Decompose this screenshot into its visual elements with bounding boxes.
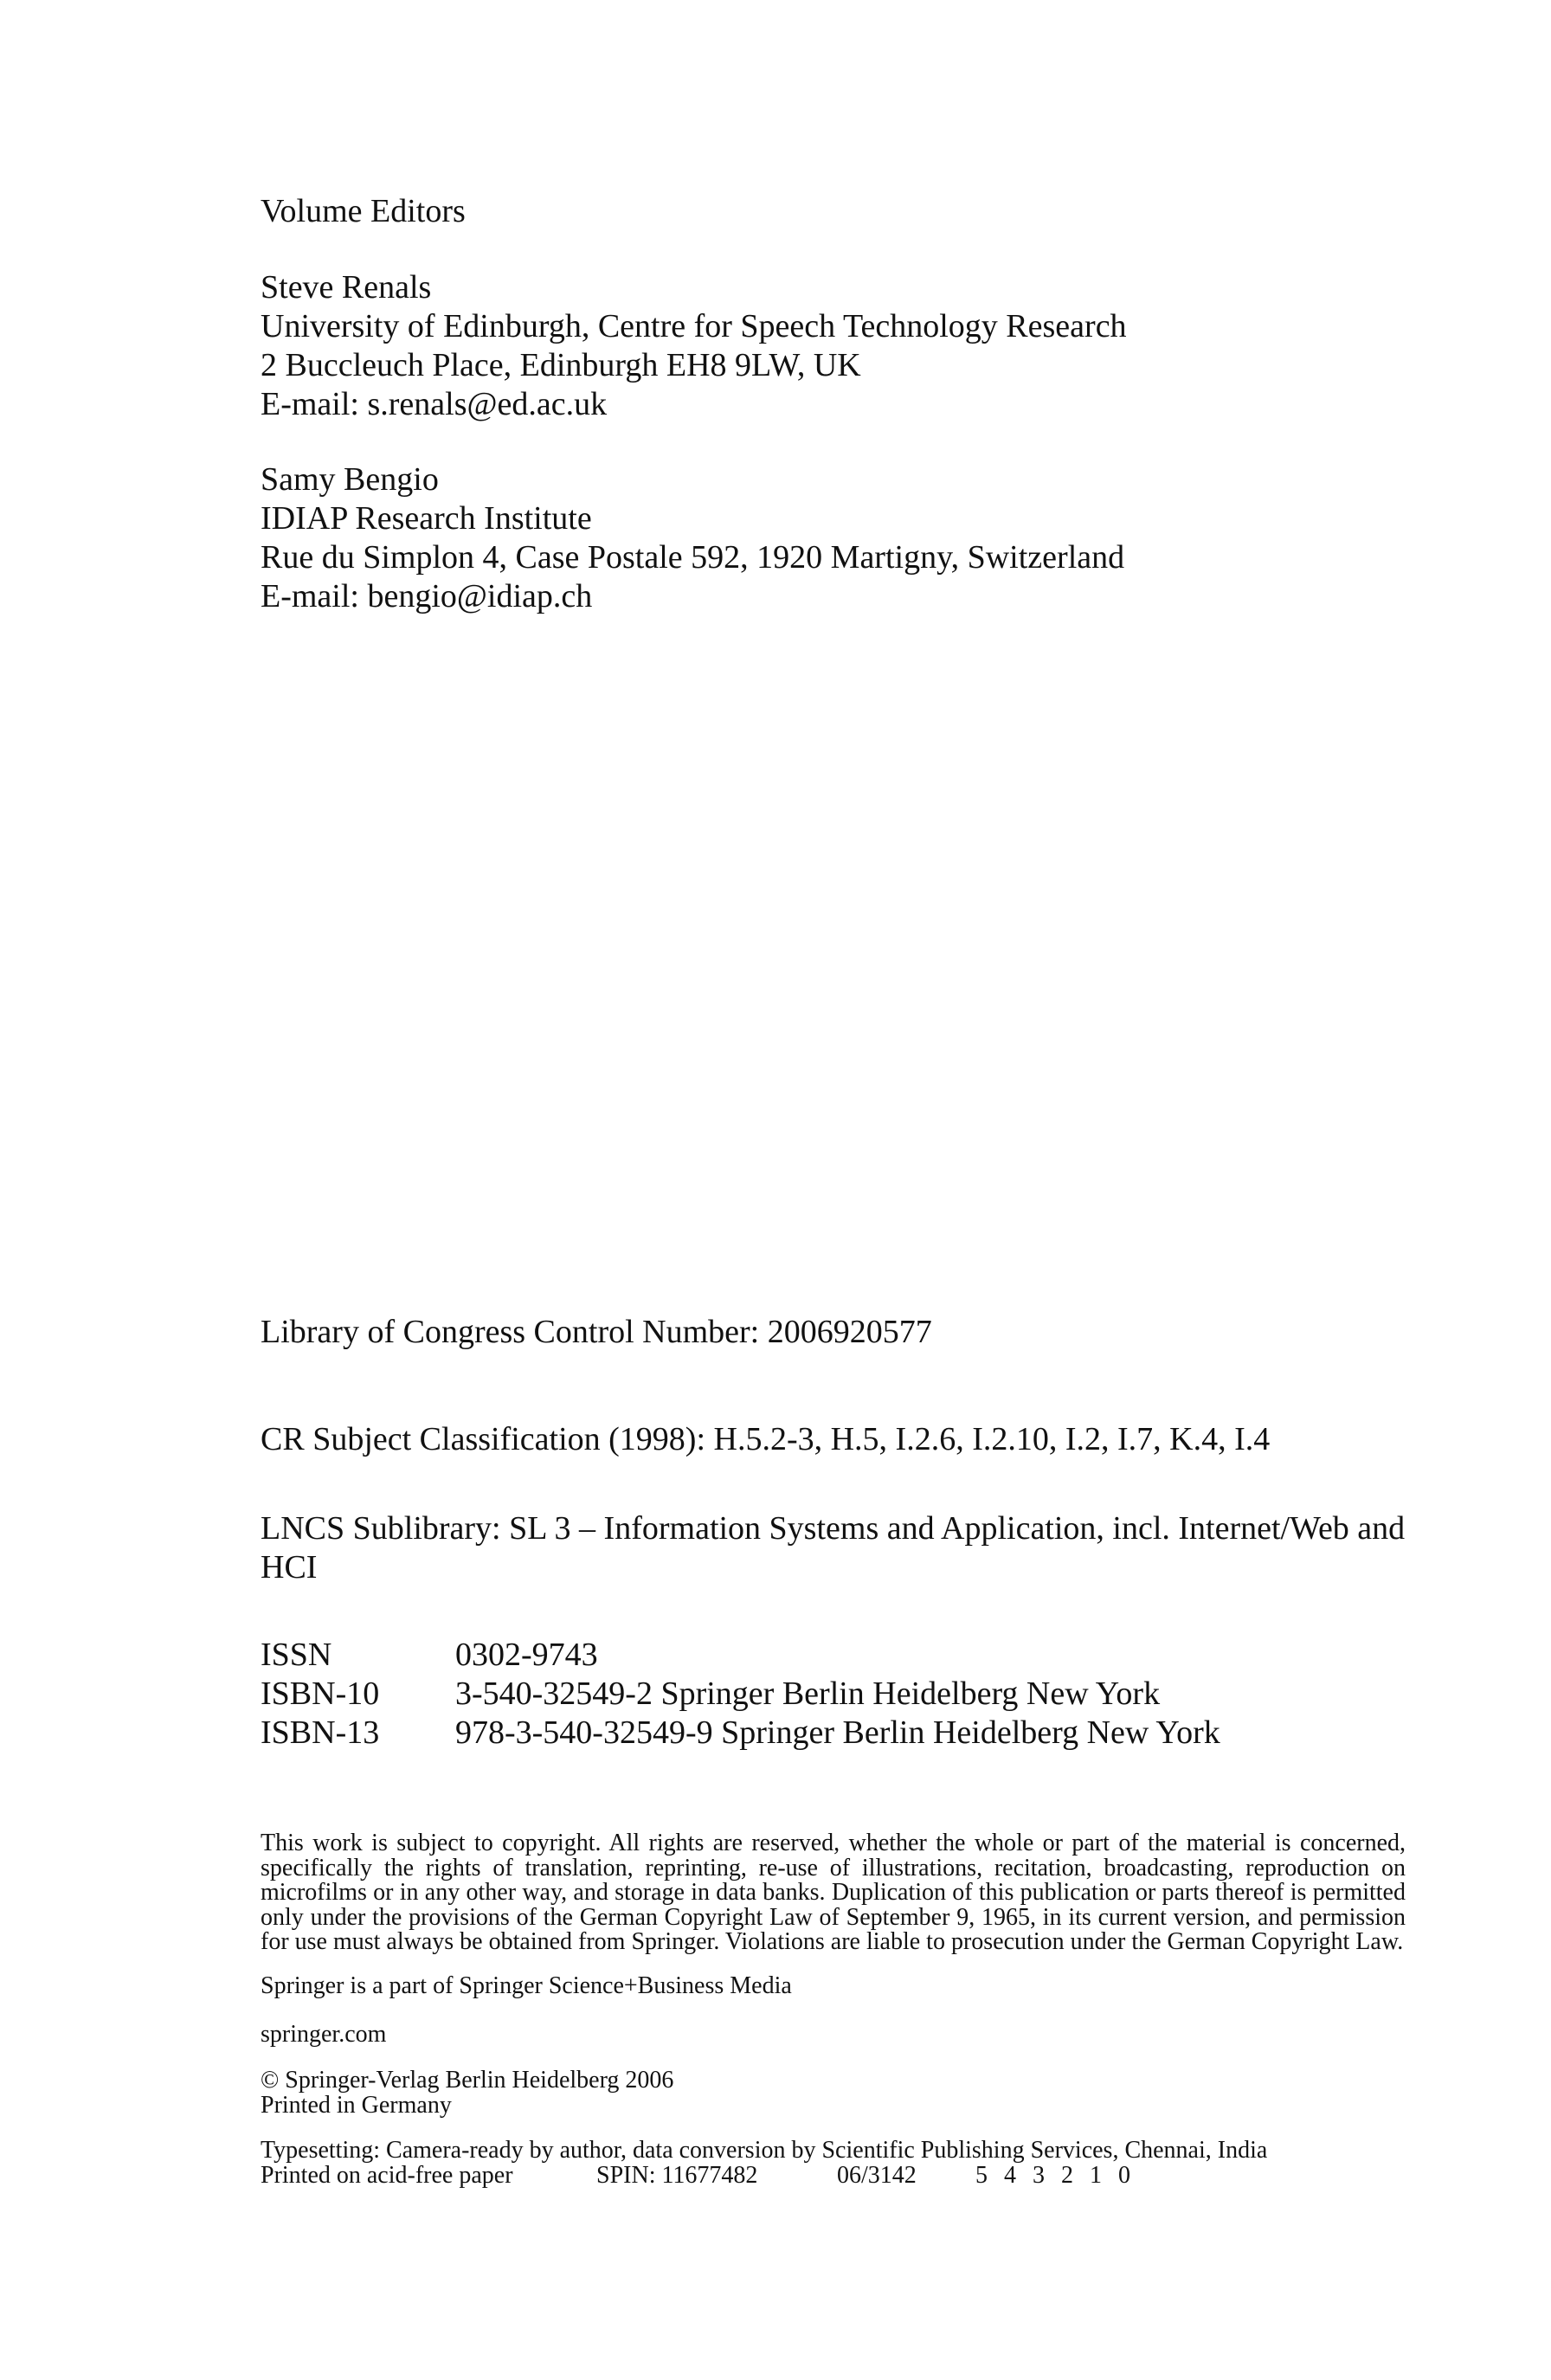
editor-address: Rue du Simplon 4, Case Postale 592, 1920 Martigny, Switzerland (261, 539, 1125, 576)
copyright-year-text: © Springer-Verlag Berlin Heidelberg 2006 (261, 2067, 674, 2094)
editor-address: 2 Buccleuch Place, Edinburgh EH8 9LW, UK (261, 347, 861, 383)
cr-classification-line (261, 1420, 1412, 1459)
identifier-row-isbn13 (261, 1714, 1412, 1753)
editor-name: Steve Renals (261, 269, 432, 306)
cr-classification-text: CR Subject Classification (1998): H.5.2-3, H.5, I.2.6, I.2.10, I.2, I.7, K.4, I.4 (261, 1421, 1271, 1457)
lccn-line (261, 1313, 1412, 1352)
copyright-year-block (261, 2068, 1412, 2118)
editor-affiliation: IDIAP Research Institute (261, 500, 592, 537)
paper-info: Printed on acid-free paper (261, 2161, 513, 2189)
identifier-value: 978-3-540-32549-9 Springer Berlin Heidelberg New York (455, 1714, 1220, 1751)
editor-block-bengio (261, 460, 1412, 616)
springer-part-text: Springer is a part of Springer Science+Business Media (261, 1972, 792, 1999)
identifier-label: ISBN-13 (261, 1714, 380, 1751)
identifier-label: ISSN (261, 1637, 332, 1673)
identifier-row-isbn10 (261, 1675, 1412, 1714)
copyright-notice-text: This work is subject to copyright. All rights are reserved, whether the whole or part of the material is concerned, specifically the rights of translation, reprinting, re-use of illustrations, recitation, broadcasting, reproduction on microfilms or in any other way, and storage in data banks. Duplication of this publication or parts thereof is permitted only under the provisions of the German Copyright Law of September 9, 1965, in its current version, and permission for use must always be obtained from Springer. Violations are liable to prosecution under the German Copyright Law. (261, 1830, 1406, 1955)
identifier-label: ISBN-10 (261, 1676, 380, 1712)
identifier-value: 0302-9743 (455, 1637, 598, 1673)
identifiers-table (261, 1636, 1412, 1753)
editor-email: E-mail: s.renals@ed.ac.uk (261, 386, 608, 422)
identifier-value: 3-540-32549-2 Springer Berlin Heidelberg New York (455, 1676, 1161, 1712)
typesetting-block (261, 2139, 1412, 2188)
typesetting-text: Typesetting: Camera-ready by author, data conversion by Scientific Publishing Services, Chennai, India (261, 2137, 1268, 2164)
copyright-notice (261, 1831, 1406, 1955)
editor-name: Samy Bengio (261, 461, 439, 498)
printing-line: 5 4 3 2 1 0 (975, 2161, 1136, 2189)
print-code: 06/3142 (837, 2161, 917, 2189)
volume-editors-heading (261, 192, 1412, 231)
identifier-row-issn (261, 1636, 1412, 1675)
print-info-row (261, 2161, 1412, 2189)
springer-url-line (261, 2023, 1412, 2048)
sublibrary-line (261, 1509, 1412, 1587)
printed-in-text: Printed in Germany (261, 2091, 452, 2119)
editor-block-renals (261, 268, 1412, 424)
springer-url-text: springer.com (261, 2021, 387, 2048)
sublibrary-text: LNCS Sublibrary: SL 3 – Information Systems and Application, incl. Internet/Web and HCI (261, 1510, 1406, 1586)
lccn-text: Library of Congress Control Number: 2006920577 (261, 1314, 932, 1350)
volume-editors-title: Volume Editors (261, 193, 466, 229)
spin-number: SPIN: 11677482 (596, 2161, 758, 2189)
editor-email: E-mail: bengio@idiap.ch (261, 578, 593, 614)
editor-affiliation: University of Edinburgh, Centre for Speech Technology Research (261, 308, 1127, 344)
springer-part-line (261, 1974, 1412, 1999)
